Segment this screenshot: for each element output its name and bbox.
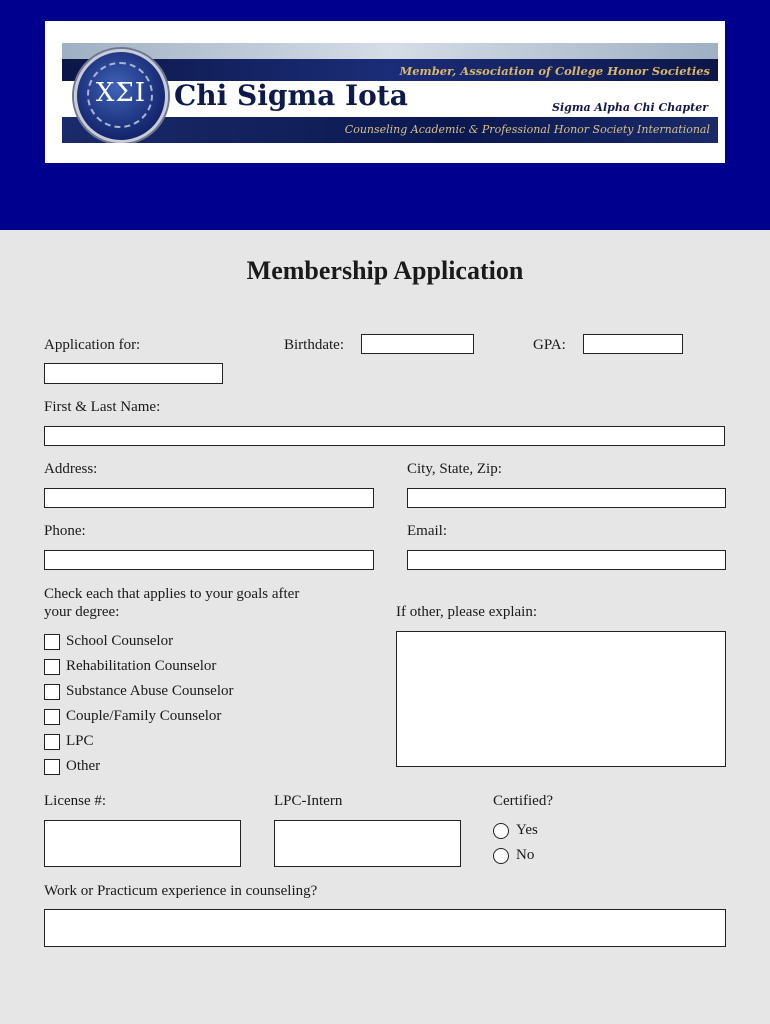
phone-label: Phone: (44, 523, 86, 539)
certified-option-label: No (516, 847, 535, 863)
certified-no-radio[interactable] (493, 848, 509, 864)
experience-textarea[interactable] (44, 909, 726, 947)
application-for-label: Application for: (44, 337, 141, 353)
tagline-association: Member, Association of College Honor Societies (399, 64, 710, 78)
tagline-chapter: Sigma Alpha Chi Chapter (552, 101, 708, 114)
email-input[interactable] (407, 550, 726, 570)
goal-option-label: Substance Abuse Counselor (66, 683, 234, 699)
goal-option-label: LPC (66, 733, 94, 749)
certified-option-label: Yes (516, 822, 538, 838)
logo-text: Chi Sigma Iota (174, 79, 408, 112)
goal-option-label: School Counselor (66, 633, 174, 649)
application-for-input[interactable] (44, 363, 223, 384)
lpc-intern-label: LPC-Intern (274, 793, 343, 809)
city-state-zip-label: City, State, Zip: (407, 461, 502, 477)
goal-option-label: Couple/Family Counselor (66, 708, 222, 724)
other-explain-textarea[interactable] (396, 631, 726, 767)
address-input[interactable] (44, 488, 374, 508)
seal-letters: ΧΣΙ (95, 78, 147, 108)
license-input[interactable] (44, 820, 241, 867)
goals-label-line2: your degree: (44, 604, 120, 620)
certified-yes-radio[interactable] (493, 823, 509, 839)
page-title: Membership Application (246, 256, 524, 285)
name-input[interactable] (44, 426, 725, 446)
city-state-zip-input[interactable] (407, 488, 726, 508)
logo-card (45, 21, 725, 163)
goal-option-label: Other (66, 758, 101, 774)
tagline-society: Counseling Academic & Professional Honor Society International (344, 123, 710, 136)
chi-sigma-iota-banner (62, 43, 718, 143)
birthdate-label: Birthdate: (284, 337, 344, 353)
goal-option-label: Rehabilitation Counselor (66, 658, 217, 674)
address-label: Address: (44, 461, 98, 477)
goal-checkbox-rehabilitation-counselor[interactable] (44, 659, 60, 675)
gpa-input[interactable] (583, 334, 683, 354)
email-label: Email: (407, 523, 447, 539)
seal-icon (74, 49, 168, 143)
experience-label: Work or Practicum experience in counseling? (44, 883, 318, 899)
goal-checkbox-lpc[interactable] (44, 734, 60, 750)
goal-checkbox-couple-family-counselor[interactable] (44, 709, 60, 725)
other-explain-label: If other, please explain: (396, 604, 538, 620)
goal-checkbox-substance-abuse-counselor[interactable] (44, 684, 60, 700)
phone-input[interactable] (44, 550, 374, 570)
name-label: First & Last Name: (44, 399, 161, 415)
lpc-intern-input[interactable] (274, 820, 461, 867)
birthdate-input[interactable] (361, 334, 474, 354)
license-label: License #: (44, 793, 107, 809)
goals-label-line1: Check each that applies to your goals after (44, 586, 300, 602)
certified-label: Certified? (493, 793, 553, 809)
goal-checkbox-other[interactable] (44, 759, 60, 775)
goal-checkbox-school-counselor[interactable] (44, 634, 60, 650)
gpa-label: GPA: (533, 337, 566, 353)
